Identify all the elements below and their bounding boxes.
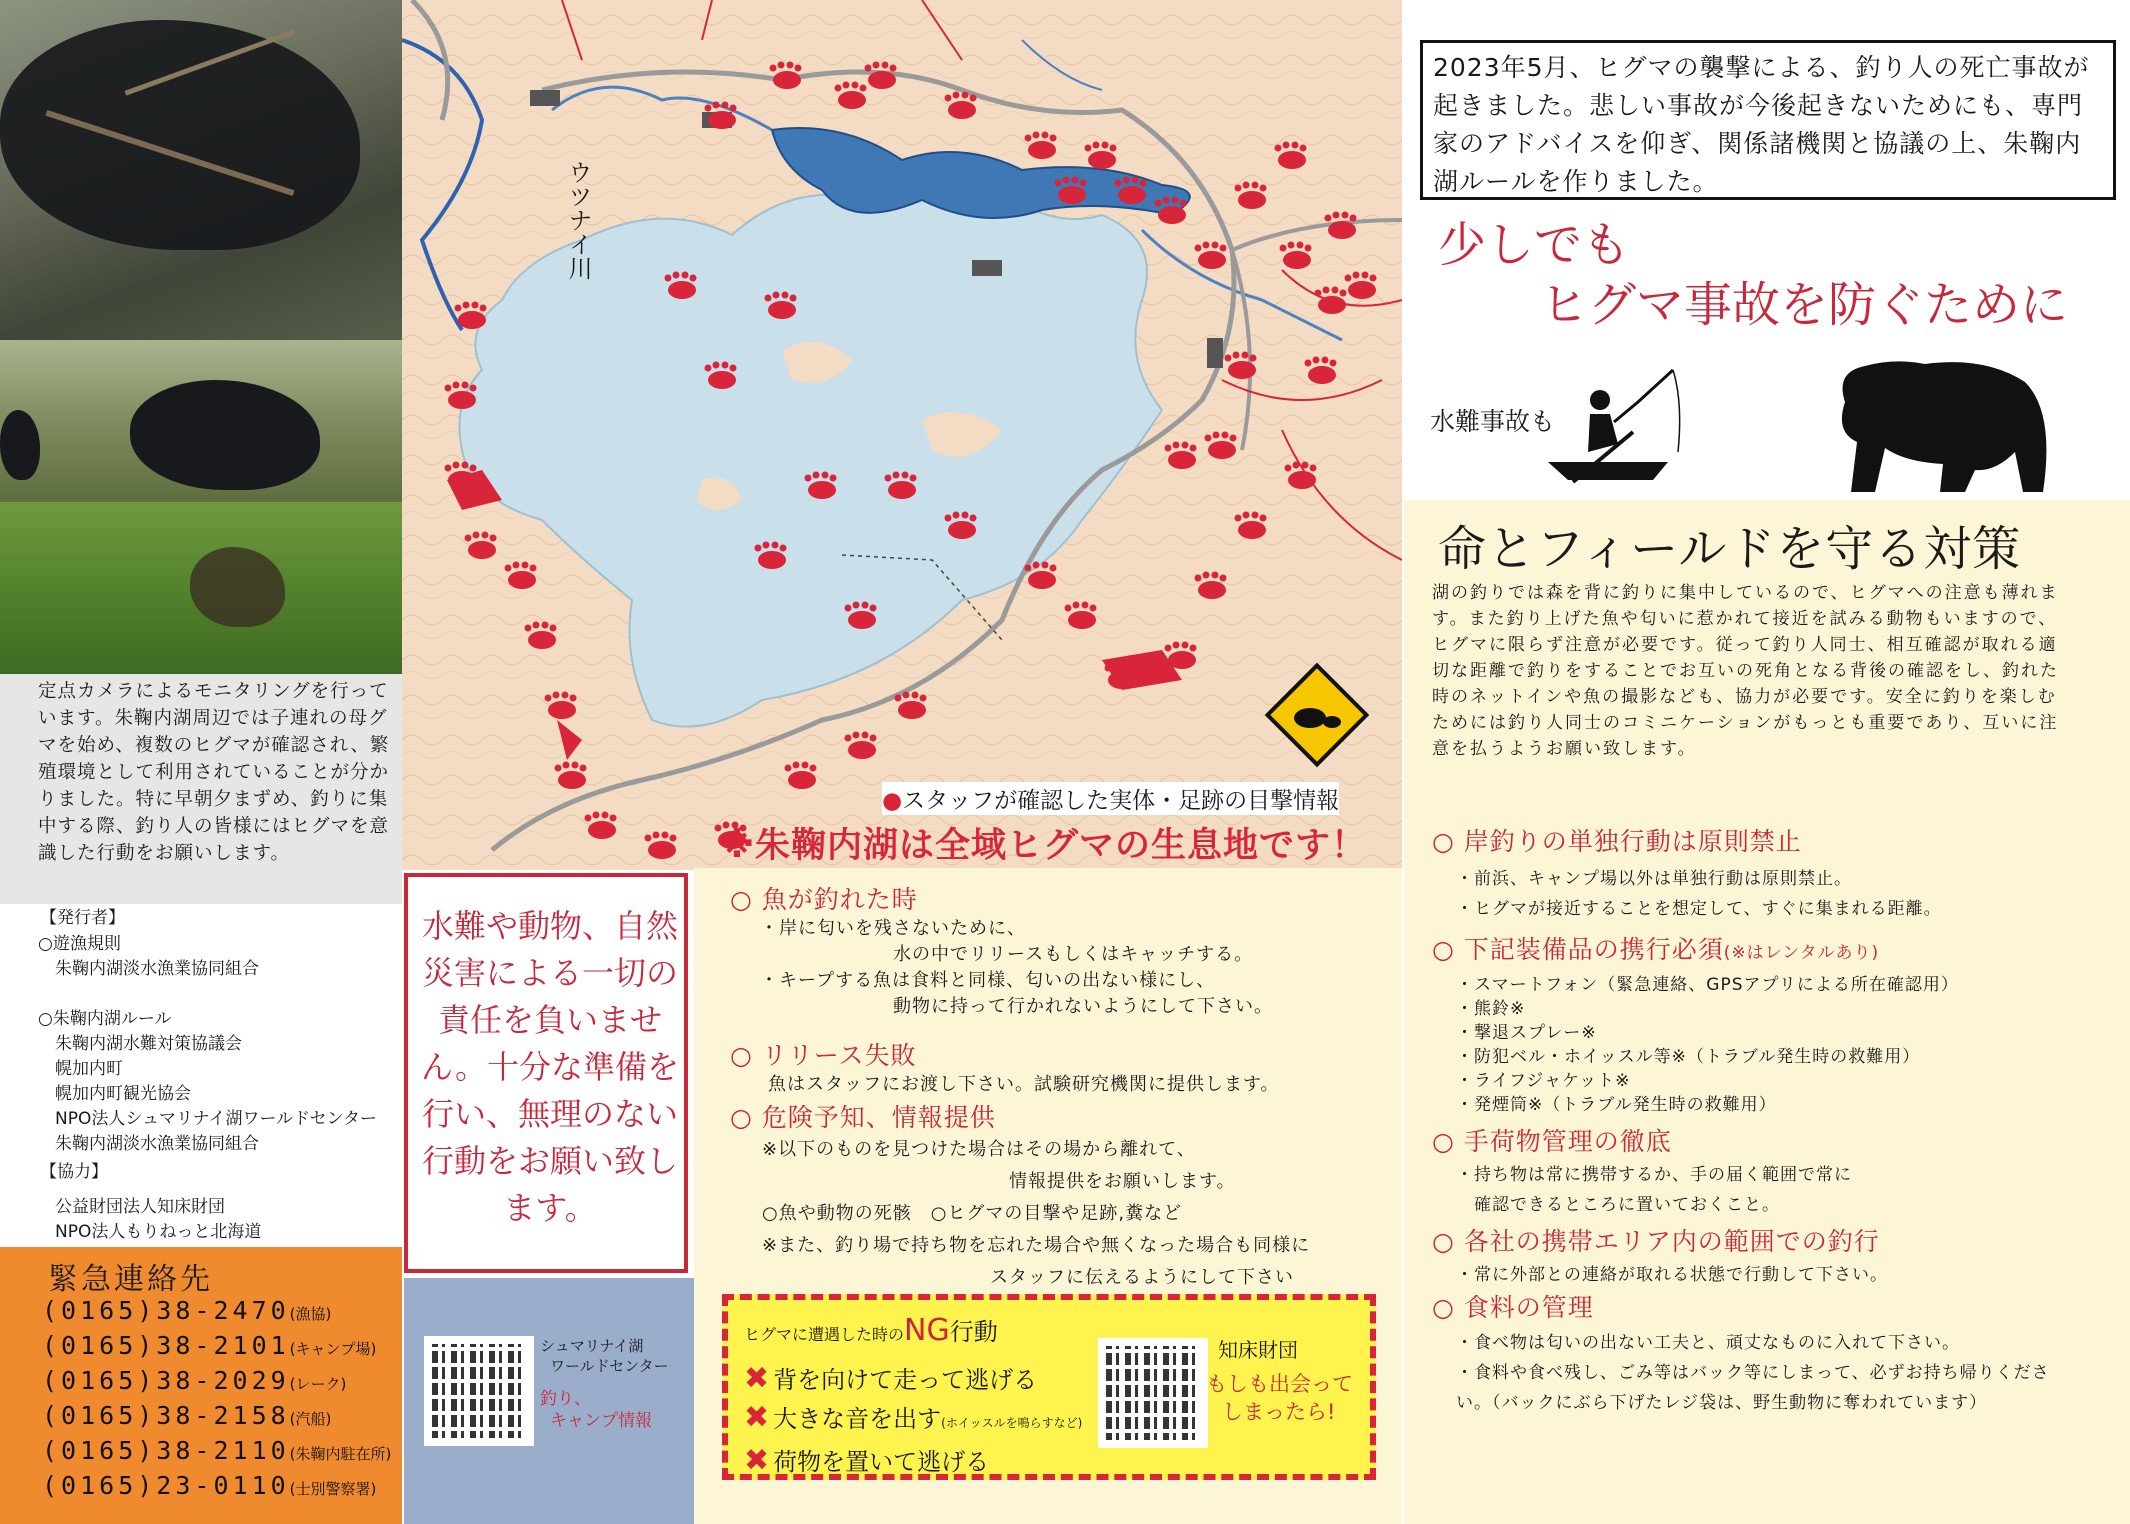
release-fail-text bbox=[768, 1072, 1388, 1098]
danger-text bbox=[762, 1134, 1392, 1294]
equipment-item-1: ・スマートフォン（緊急連絡、GPSアプリによる所在確認用） bbox=[1456, 975, 1959, 995]
lake-map bbox=[402, 0, 1402, 870]
danger-heading: ○ 危険予知、情報提供 bbox=[730, 1103, 996, 1132]
slogan: 少しでも ヒグマ事故を防ぐために bbox=[1438, 217, 2069, 333]
publisher-line: ○遊漁規則 bbox=[38, 934, 121, 954]
shiretoko-title: 知床財団 bbox=[1218, 1338, 1298, 1362]
caught-heading: ○ 魚が釣れた時 bbox=[730, 885, 918, 914]
shiretoko-qr-code-icon[interactable] bbox=[1098, 1338, 1208, 1448]
equipment-item-3: ・撃退スプレー※ bbox=[1456, 1023, 1597, 1043]
equipment-item-4: ・防犯ベル・ホイッスル等※（トラブル発生時の救難用） bbox=[1456, 1047, 1921, 1067]
danger-line: ※以下のものを見つけた場合はその場から離れて、 bbox=[762, 1139, 1196, 1160]
phone-lake[interactable]: (0165)38-2029(レーク) bbox=[42, 1366, 347, 1395]
danger-line: ○魚や動物の死骸 ○ヒグマの目撃や足跡,糞など bbox=[762, 1203, 1183, 1224]
solo-fishing-item-2: ・ヒグマが接近することを想定して、すぐに集まれる距離。 bbox=[1456, 899, 1942, 919]
world-center-sub: 釣り、 キャンプ情報 bbox=[540, 1389, 652, 1431]
bear-paw-legend-icon: ● bbox=[882, 788, 903, 814]
phone-police-box[interactable]: (0165)38-2110(朱鞠内駐在所) bbox=[42, 1436, 392, 1465]
disclaimer-text: 水難や動物、自然災害による一切の責任を負いません。十分な準備を行い、無理のない行動をお願い致します。 bbox=[421, 907, 679, 1227]
bear-silhouette-icon bbox=[1825, 352, 2065, 498]
publisher-line bbox=[38, 982, 400, 1007]
water-accident-label: 水難事故も bbox=[1430, 407, 1556, 436]
equipment-heading: ○ 下記装備品の携行必須(※はレンタルあり) bbox=[1432, 935, 1880, 964]
publisher-line: NPO法人シュマリナイ湖ワールドセンター bbox=[38, 1109, 377, 1129]
equipment-item-2: ・熊鈴※ bbox=[1456, 999, 1526, 1019]
publisher-line: 朱鞠内湖淡水漁業協同組合 bbox=[38, 1134, 259, 1154]
ng-item-text: 大きな音を出す bbox=[773, 1405, 942, 1433]
phone-fishery[interactable]: (0165)38-2470(漁協) bbox=[42, 1296, 332, 1325]
food-heading: ○ 食料の管理 bbox=[1432, 1293, 1594, 1322]
mobile-area-heading: ○ 各社の携帯エリア内の範囲での釣行 bbox=[1432, 1227, 1880, 1256]
luggage-heading: ○ 手荷物管理の徹底 bbox=[1432, 1127, 1672, 1156]
phone-police-station[interactable]: (0165)23-0110(士別警察署) bbox=[42, 1471, 377, 1500]
release-fail-heading: ○ リリース失敗 bbox=[730, 1041, 917, 1070]
intro-box: 2023年5月、ヒグマの襲撃による、釣り人の死亡事故が起きました。悲しい事故が今後起きないためにも、専門家のアドバイスを仰ぎ、関係諸機関と協議の上、朱鞠内湖ルールを作りました。 bbox=[1420, 40, 2116, 200]
qr-code-icon[interactable] bbox=[424, 1336, 534, 1446]
caught-line: ・岸に匂いを残さないために、 bbox=[760, 918, 1026, 939]
ng-behavior-box bbox=[722, 1294, 1376, 1480]
food-item-2: ・食料や食べ残し、ごみ等はバック等にしまって、必ずお持ち帰りください。（バックにぶら下げたレジ袋は、野生動物に奪われています） bbox=[1456, 1363, 2050, 1413]
emergency-title: 緊急連絡先 bbox=[48, 1262, 213, 1297]
shiretoko-sub: もしも出会って しまったら! bbox=[1206, 1372, 1353, 1424]
luggage-item-1: ・持ち物は常に携帯するか、手の届く範囲で常に bbox=[1456, 1165, 1852, 1185]
publisher-line: ○朱鞠内湖ルール bbox=[38, 1009, 172, 1029]
habitat-notice: ※朱鞠内湖は全域ヒグマの生息地です！ bbox=[720, 826, 1368, 866]
publisher-line: 朱鞠内湖水難対策協議会 bbox=[38, 1034, 242, 1054]
caught-line: 動物に持って行かれないようにして下さい。 bbox=[760, 996, 1273, 1017]
solo-fishing-heading: ○ 岸釣りの単独行動は原則禁止 bbox=[1432, 827, 1802, 856]
ng-list bbox=[744, 1360, 1124, 1481]
equipment-item-6: ・発煙筒※（トラブル発生時の救難用） bbox=[1456, 1095, 1777, 1115]
ng-item bbox=[744, 1442, 1124, 1481]
river-label: ウツナイ川 bbox=[564, 160, 592, 280]
publisher-label: 【発行者】 bbox=[40, 908, 125, 928]
caught-text bbox=[760, 916, 1380, 1020]
world-center-qr-panel bbox=[404, 1278, 694, 1524]
danger-line: 情報提供をお願いします。 bbox=[762, 1171, 1236, 1192]
cross-mark-icon: ✖ bbox=[744, 1400, 770, 1435]
caught-line: 水の中でリリースもしくはキャッチする。 bbox=[760, 944, 1254, 965]
ng-item bbox=[744, 1360, 1124, 1399]
cooperation-line: 公益財団法人知床財団 bbox=[38, 1197, 225, 1217]
caught-line: ・キープする魚は食料と同様、匂いの出ない様にし、 bbox=[760, 970, 1216, 991]
publisher-line: 朱鞠内湖淡水漁業協同組合 bbox=[38, 959, 259, 979]
bear-photo-3 bbox=[0, 502, 402, 674]
cross-mark-icon: ✖ bbox=[744, 1443, 770, 1478]
ng-item-note: (ホイッスルを鳴らすなど) bbox=[941, 1416, 1083, 1430]
cross-mark-icon: ✖ bbox=[744, 1361, 770, 1396]
publisher-line: 幌加内町観光協会 bbox=[38, 1084, 191, 1104]
publisher-line: 幌加内町 bbox=[38, 1059, 123, 1079]
disclaimer-box bbox=[404, 873, 688, 1273]
cooperation-label: 【協力】 bbox=[40, 1162, 108, 1182]
phone-steamboat[interactable]: (0165)38-2158(汽船) bbox=[42, 1401, 332, 1430]
ng-item bbox=[744, 1399, 1124, 1442]
fisherman-boat-icon bbox=[1538, 362, 1688, 492]
cooperation-list bbox=[38, 1195, 400, 1245]
equipment-item-5: ・ライフジャケット※ bbox=[1456, 1071, 1631, 1091]
ng-item-text: 背を向けて走って逃げる bbox=[773, 1366, 1038, 1394]
bear-photo-1 bbox=[0, 0, 402, 340]
map-graphic bbox=[402, 0, 1402, 870]
danger-line: スタッフに伝えるようにして下さい bbox=[762, 1267, 1294, 1288]
ng-title: ヒグマに遭遇した時のNG行動 bbox=[744, 1313, 998, 1348]
luggage-item-2: 確認できるところに置いておくこと。 bbox=[1456, 1195, 1780, 1215]
bear-photo-2 bbox=[0, 340, 402, 502]
monitoring-text: 定点カメラによるモニタリングを行っています。朱鞠内湖周辺では子連れの母グマを始め、複数のヒグマが確認され、繁殖環境として利用されていることが分かりました。特に早朝夕まずめ、釣りに集中する際、釣り人の皆様にはヒグマを意 識した行動をお願いします。 bbox=[38, 681, 390, 864]
measures-title: 命とフィールドを守る対策 bbox=[1438, 521, 2022, 577]
sighting-legend: ●スタッフが確認した実体・足跡の目撃情報 bbox=[882, 782, 1339, 815]
publisher-list bbox=[38, 932, 400, 1157]
solo-fishing-item-1: ・前浜、キャンプ場以外は単独行動は原則禁止。 bbox=[1456, 869, 1852, 889]
mobile-area-item-1: ・常に外部との連絡が取れる状態で行動して下さい。 bbox=[1456, 1265, 1888, 1285]
release-line: 魚はスタッフにお渡し下さい。試験研究機関に提供します。 bbox=[768, 1074, 1280, 1095]
measures-body: 湖の釣りでは森を背に釣りに集中しているので、ヒグマへの注意も薄れます。また釣り上げた魚や匂いに惹かれて接近を試みる動物もいますので、ヒグマに限らず注意が必要です。従って釣り人同士、相互確認が取れる適切な距離で釣りをすることでお互いの死角となる背後の確認をし、釣れた時のネットインや魚の撮影なども、協力が必要です。安全に釣りを楽しむためには釣り人同士のコミニケーションがもっとも重要であり、互いに注意を払うようお願い致します。 bbox=[1432, 583, 2059, 759]
cooperation-line: NPO法人もりねっと北海道 bbox=[38, 1222, 262, 1242]
world-center-title: シュマリナイ湖 ワールドセンター bbox=[540, 1337, 669, 1375]
phone-campsite[interactable]: (0165)38-2101(キャンプ場) bbox=[42, 1331, 377, 1360]
food-item-1: ・食べ物は匂いの出ない工夫と、頑丈なものに入れて下さい。 bbox=[1456, 1333, 1960, 1353]
danger-line: ※また、釣り場で持ち物を忘れた場合や無くなった場合も同様に bbox=[762, 1235, 1311, 1256]
ng-item-text: 荷物を置いて逃げる bbox=[773, 1448, 990, 1476]
